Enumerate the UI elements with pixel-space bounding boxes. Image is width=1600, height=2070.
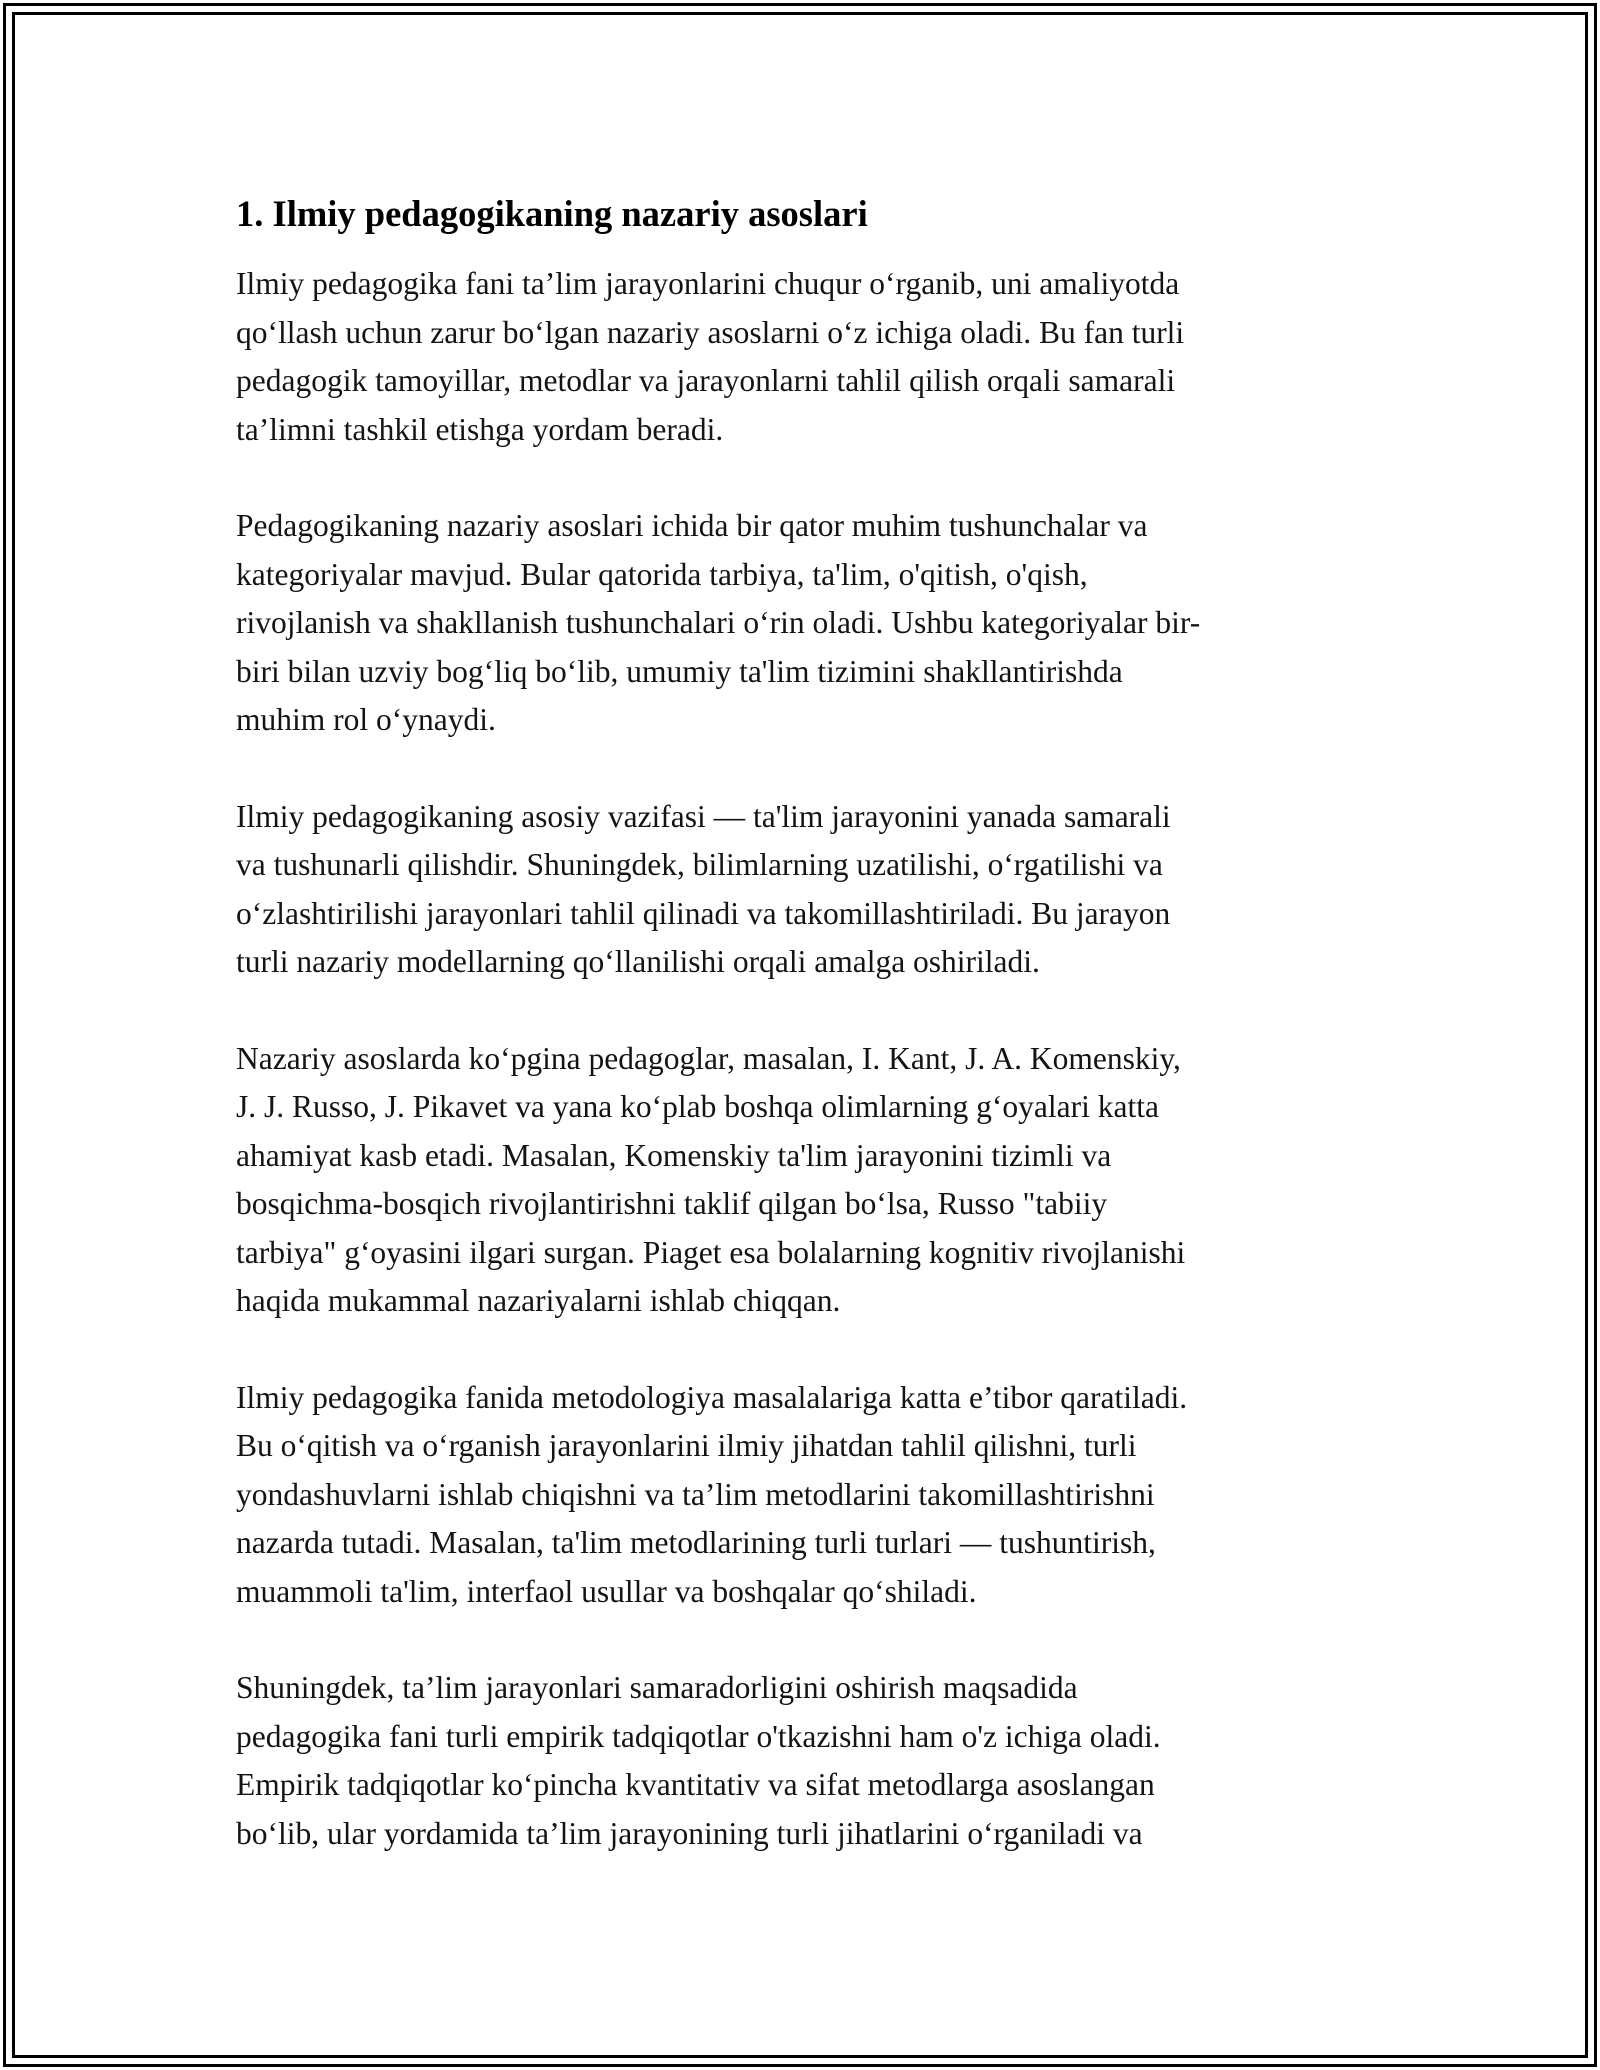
section-heading: 1. Ilmiy pedagogikaning nazariy asoslari — [236, 193, 868, 234]
paragraph-6: Shuningdek, ta’lim jarayonlari samaradorligini oshirish maqsadida pedagogika fani turli empirik tadqiqotlar o'tkazishni ham o'z ichiga oladi. Empirik tadqiqotlar ko‘pincha kvantitativ va sifat metodlarga asoslangan bo‘lib, ular yordamida ta’lim jarayonining turli jihatlarini o‘rganiladi va — [236, 1670, 1161, 1851]
paragraph-5: Ilmiy pedagogika fanida metodologiya masalalariga katta e’tibor qaratiladi. Bu o‘qitish va o‘rganish jarayonlarini ilmiy jihatdan tahlil qilishni, turli yondashuvlarni ishlab chiqishni va ta’lim metodlarini takomillashtirishni nazarda tutadi. Masalan, ta'lim metodlarining turli turlari — tushuntirish, muammoli ta'lim, interfaol usullar va boshqalar qo‘shiladi. — [236, 1379, 1188, 1609]
paragraph-1: Ilmiy pedagogika fani ta’lim jarayonlarini chuqur o‘rganib, uni amaliyotda qo‘llash uchun zarur bo‘lgan nazariy asoslarni o‘z ichiga oladi. Bu fan turli pedagogik tamoyillar, metodlar va jarayonlarni tahlil qilish orqali samarali ta’limni tashkil etishga yordam beradi. — [236, 266, 1185, 447]
paragraph-4: Nazariy asoslarda ko‘pgina pedagoglar, masalan, I. Kant, J. A. Komenskiy, J. J. Russo, J. Pikavet va yana ko‘plab boshqa olimlarning g‘oyalari katta ahamiyat kasb etadi. Masalan, Komenskiy ta'lim jarayonini tizimli va bosqichma-bosqich rivojlantirishni taklif qilgan bo‘lsa, Russo "tabiiy tarbiya" g‘oyasini ilgari surgan. Piaget esa bolalarning kognitiv rivojlanishi haqida mukammal nazariyalarni ishlab chiqqan. — [236, 1040, 1186, 1318]
paragraph-2: Pedagogikaning nazariy asoslari ichida bir qator muhim tushunchalar va kategoriyalar mavjud. Bular qatorida tarbiya, ta'lim, o'qitish, o'qish, rivojlanish va shakllanish tushunchalari o‘rin oladi. Ushbu kategoriyalar bir- biri bilan uzviy bog‘liq bo‘lib, umumiy ta'lim tizimini shakllantirishda muhim rol o‘ynaydi. — [236, 508, 1201, 737]
paragraph-3: Ilmiy pedagogikaning asosiy vazifasi — ta'lim jarayonini yanada samarali va tushunarli qilishdir. Shuningdek, bilimlarning uzatilishi, o‘rgatilishi va o‘zlashtirilishi jarayonlari tahlil qilinadi va takomillashtiriladi. Bu jarayon turli nazariy modellarning qo‘llanilishi orqali amalga oshiriladi. — [236, 798, 1171, 979]
document-body — [236, 190, 1366, 1858]
